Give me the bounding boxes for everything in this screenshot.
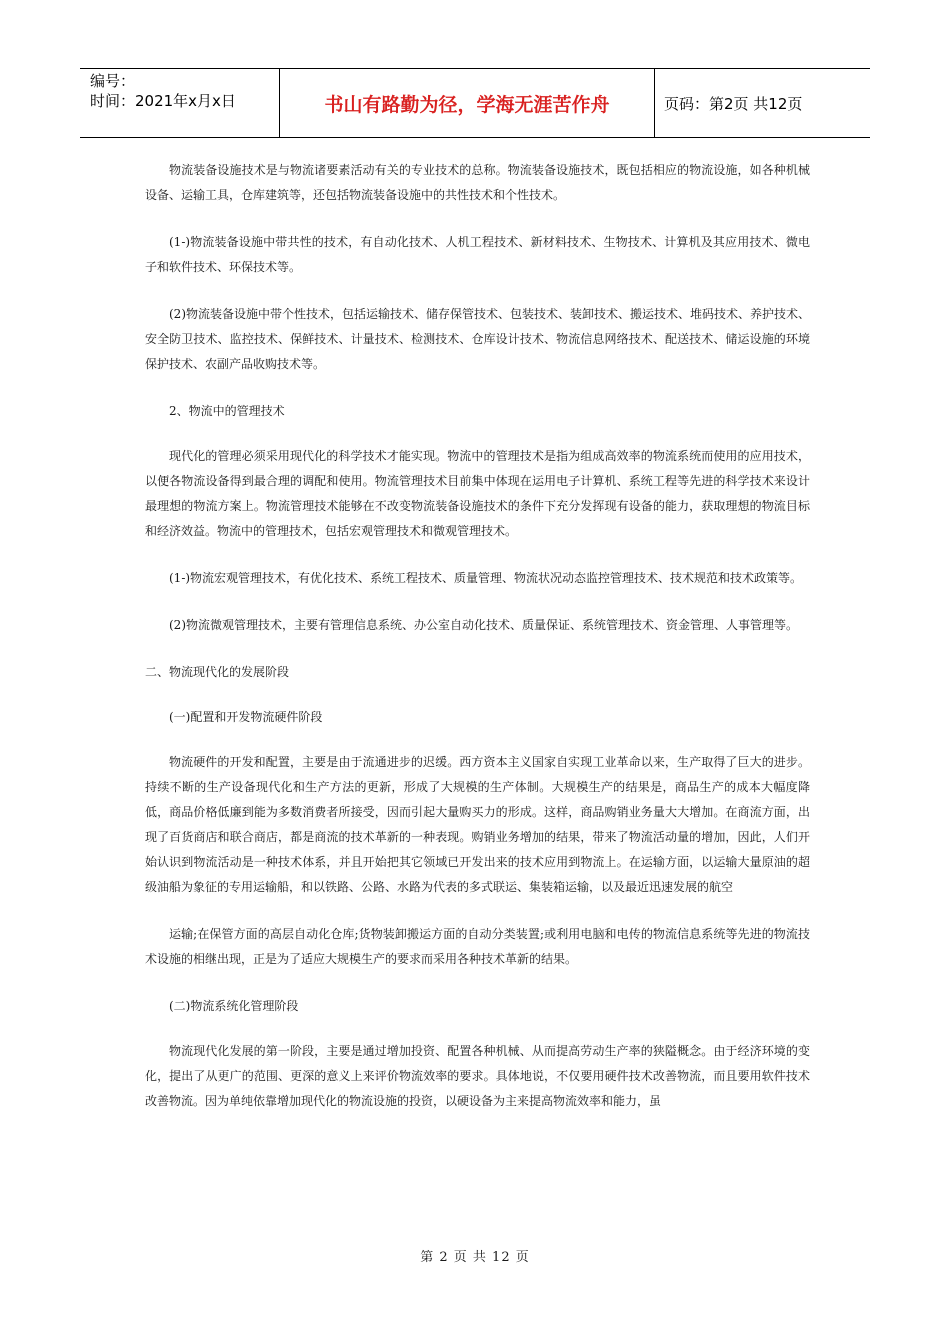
document-number-label: 编号： [90, 72, 136, 90]
header-motto: 书山有路勤为径，学海无涯苦作舟 [280, 69, 655, 137]
page-footer: 第 2 页 共 12 页 [420, 1250, 530, 1265]
paragraph: 物流装备设施技术是与物流诸要素活动有关的专业技术的总称。物流装备设施技术，既包括相应的物流设施，如各种机械设备、运输工具，仓库建筑等，还包括物流装备设施中的共性技术和个性技术。 [145, 163, 810, 202]
document-date: 时间：2021年x月x日 [90, 92, 236, 110]
header-meta [80, 69, 280, 137]
paragraph: (1-)物流宏观管理技术，有优化技术、系统工程技术、质量管理、物流状况动态监控管理技术、技术规范和技术政策等。 [169, 571, 803, 585]
section-heading: 2、物流中的管理技术 [169, 404, 285, 418]
paragraph: 运输;在保管方面的高层自动化仓库;货物装卸搬运方面的自动分类装置;或利用电脑和电传的物流信息系统等先进的物流技术设施的相继出现，正是为了适应大规模生产的要求而采用各种技术革新的结果。 [145, 927, 810, 966]
subsection-heading: (一)配置和开发物流硬件阶段 [169, 710, 323, 724]
section-heading: 二、物流现代化的发展阶段 [145, 665, 290, 679]
paragraph: (2)物流微观管理技术，主要有管理信息系统、办公室自动化技术、质量保证、系统管理技术、资金管理、人事管理等。 [169, 618, 799, 632]
paragraph: 物流硬件的开发和配置，主要是由于流通进步的迟缓。西方资本主义国家自实现工业革命以来，生产取得了巨大的进步。持续不断的生产设备现代化和生产方法的更新，形成了大规模的生产体制。大规模生产的结果是，商品生产的成本大幅度降低，商品价格低廉到能为多数消费者所接受，因而引起大量购买力的形成。这样，商品购销业务量大大增加。在商流方面，出现了百货商店和联合商店，都是商流的技术革新的一种表现。购销业务增加的结果，带来了物流活动量的增加，因此，人们开始认识到物流活动是一种技术体系，并且开始把其它领域已开发出来的技术应用到物流上。在运输方面，以运输大量原油的超级油船为象征的专用运输船，和以铁路、公路、水路为代表的多式联运、集装箱运输，以及最近迅速发展的航空 [145, 755, 810, 894]
subsection-heading: (二)物流系统化管理阶段 [169, 999, 299, 1013]
paragraph: 物流现代化发展的第一阶段，主要是通过增加投资、配置各种机械、从而提高劳动生产率的狭隘概念。由于经济环境的变化，提出了从更广的范围、更深的意义上来评价物流效率的要求。具体地说，不仅要用硬件技术改善物流，而且要用软件技术改善物流。因为单纯依靠增加现代化的物流设施的投资，以硬设备为主来提高物流效率和能力，虽 [145, 1044, 810, 1108]
paragraph: 现代化的管理必须采用现代化的科学技术才能实现。物流中的管理技术是指为组成高效率的物流系统而使用的应用技术，以便各物流设备得到最合理的调配和使用。物流管理技术目前集中体现在运用电子计算机、系统工程等先进的科学技术来设计最理想的物流方案上。物流管理技术能够在不改变物流装备设施技术的条件下充分发挥现有设备的能力，获取理想的物流目标和经济效益。物流中的管理技术，包括宏观管理技术和微观管理技术。 [145, 449, 810, 538]
header-page-info: 页码：第2页 共12页 [664, 94, 803, 113]
paragraph: (2)物流装备设施中带个性技术，包括运输技术、储存保管技术、包装技术、装卸技术、搬运技术、堆码技术、养护技术、安全防卫技术、监控技术、保鲜技术、计量技术、检测技术、仓库设计技术、物流信息网络技术、配送技术、储运设施的环境保护技术、农副产品收购技术等。 [145, 307, 811, 371]
paragraph: (1-)物流装备设施中带共性的技术，有自动化技术、人机工程技术、新材料技术、生物技术、计算机及其应用技术、微电子和软件技术、环保技术等。 [145, 235, 810, 274]
document-body [145, 158, 810, 1136]
page-header [80, 68, 870, 138]
